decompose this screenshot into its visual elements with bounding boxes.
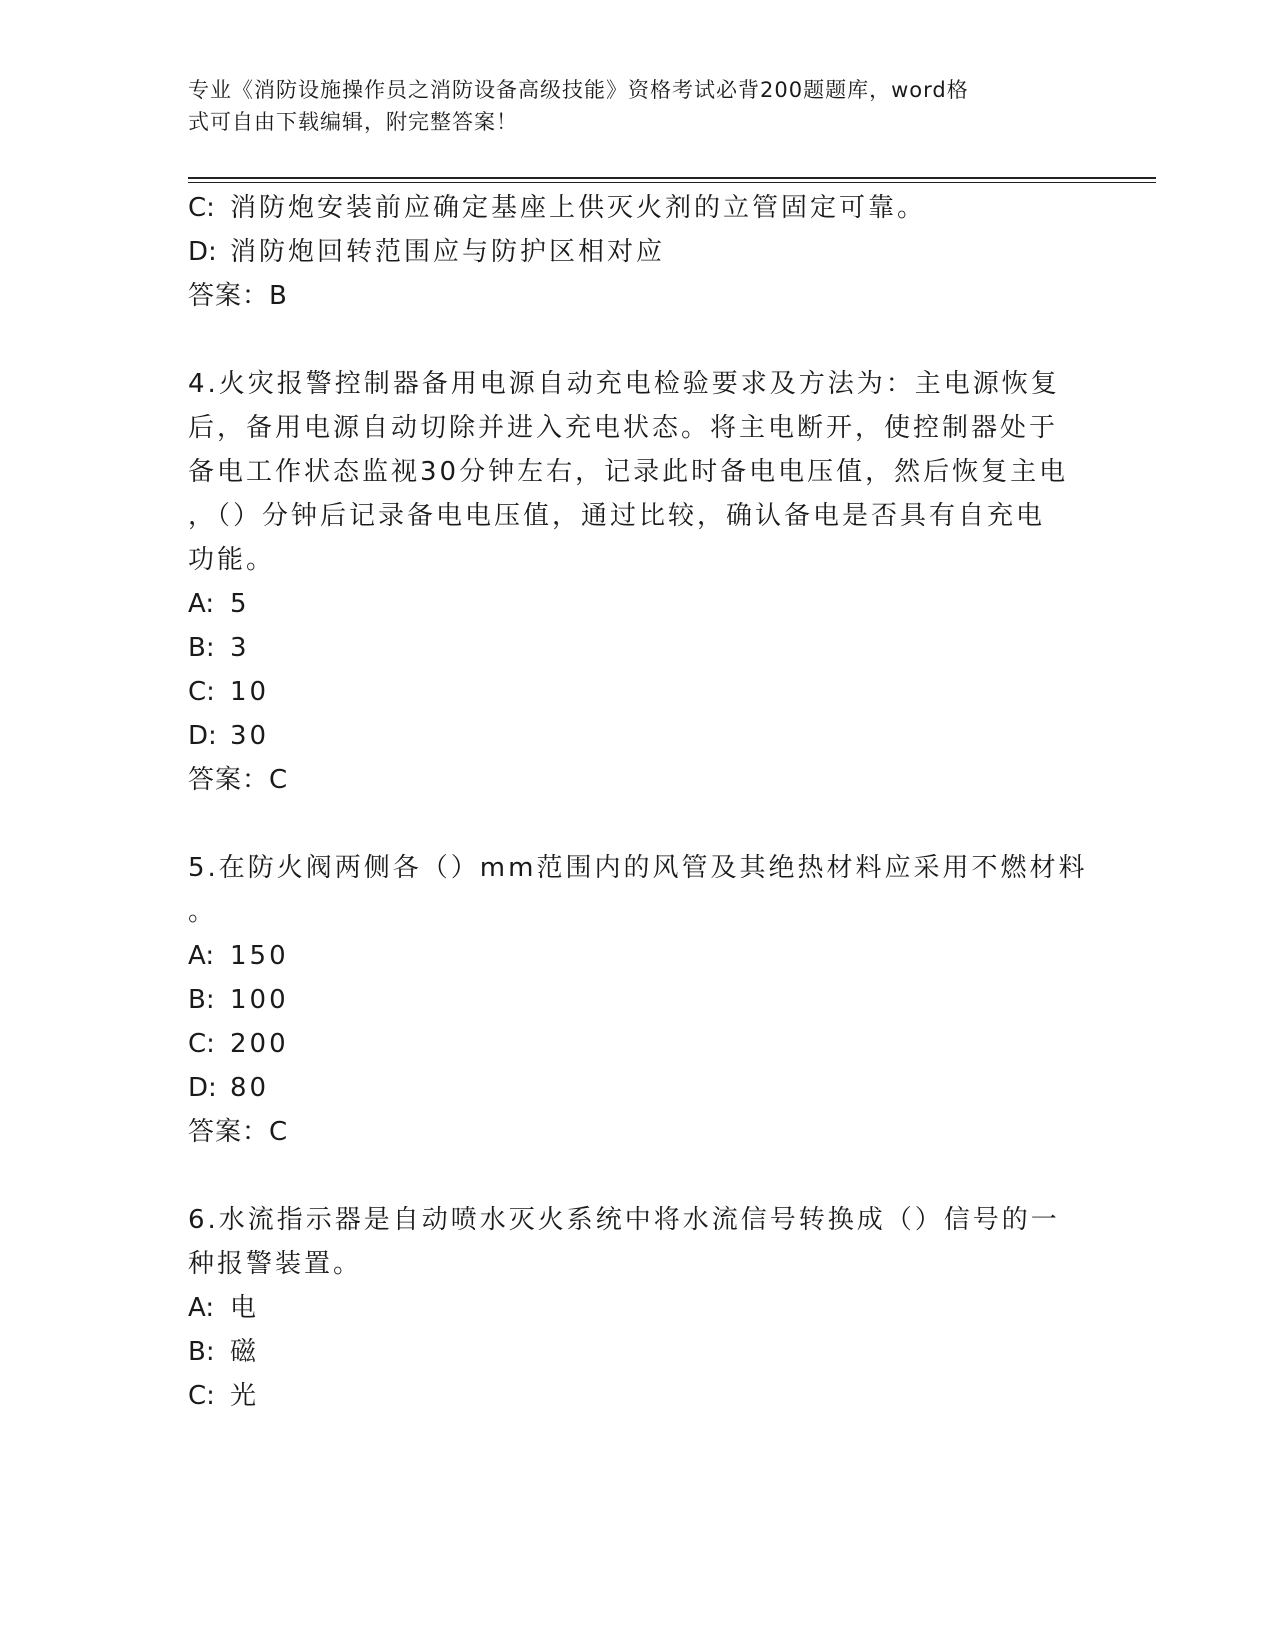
header-line-1: 专业《消防设施操作员之消防设备高级技能》资格考试必背200题题库，word格 [188,78,969,102]
option-label: D: [188,237,217,267]
option-b [188,632,250,664]
option-text: 5 [230,589,250,619]
option-b [188,1336,259,1368]
option-d [188,720,269,752]
header-divider-thick [188,177,1156,179]
option-label: B: [188,985,215,1015]
option-text: 200 [230,1029,289,1059]
option-a [188,1292,259,1324]
option-label: D: [188,1073,217,1103]
answer-line: 答案：C [188,765,289,795]
question-5-line-2: 。 [188,897,218,927]
question-4-line-3: 备电工作状态监视30分钟左右，记录此时备电电压值，然后恢复主电 [188,457,1069,487]
option-c [188,1380,259,1412]
option-text: 30 [230,721,270,751]
option-d [188,1072,269,1104]
option-b [188,984,289,1016]
option-c [188,1028,289,1060]
option-c [188,676,269,708]
option-text: 100 [230,985,289,1015]
document-header [188,74,1068,138]
option-label: A: [188,589,215,619]
option-a [188,940,289,972]
option-text: 150 [230,941,289,971]
header-line-2: 式可自由下载编辑，附完整答案！ [188,110,518,134]
option-text: 10 [230,677,270,707]
header-divider-thin [188,182,1156,183]
option-a [188,588,250,620]
question-4-line-2: 后，备用电源自动切除并进入充电状态。将主电断开，使控制器处于 [188,413,1059,443]
question-4-line-1: 4.火灾报警控制器备用电源自动充电检验要求及方法为：主电源恢复 [188,369,1060,399]
option-label: B: [188,1337,215,1367]
option-text: 磁 [230,1337,260,1367]
option-text: 消防炮安装前应确定基座上供灭火剂的立管固定可靠。 [230,193,927,223]
option-label: C: [188,1381,215,1411]
option-c [188,192,926,224]
option-text: 光 [230,1381,260,1411]
question-4-line-4: ，（）分钟后记录备电电压值，通过比较，确认备电是否具有自充电 [188,501,1046,531]
option-label: A: [188,941,215,971]
option-text: 80 [230,1073,270,1103]
option-text: 消防炮回转范围应与防护区相对应 [230,237,666,267]
option-d [188,236,665,268]
option-label: C: [188,193,215,223]
question-5-line-1: 5.在防火阀两侧各（）mm范围内的风管及其绝热材料应采用不燃材料 [188,853,1088,883]
question-4-line-5: 功能。 [188,545,276,575]
answer-line: 答案：B [188,281,288,311]
question-6-line-2: 种报警装置。 [188,1249,363,1279]
option-text: 3 [230,633,250,663]
option-label: A: [188,1293,215,1323]
question-6-line-1: 6.水流指示器是自动喷水灭火系统中将水流信号转换成（）信号的一 [188,1205,1060,1235]
option-label: C: [188,1029,215,1059]
option-text: 电 [230,1293,260,1323]
option-label: C: [188,677,215,707]
option-label: D: [188,721,217,751]
answer-line: 答案：C [188,1117,289,1147]
option-label: B: [188,633,215,663]
